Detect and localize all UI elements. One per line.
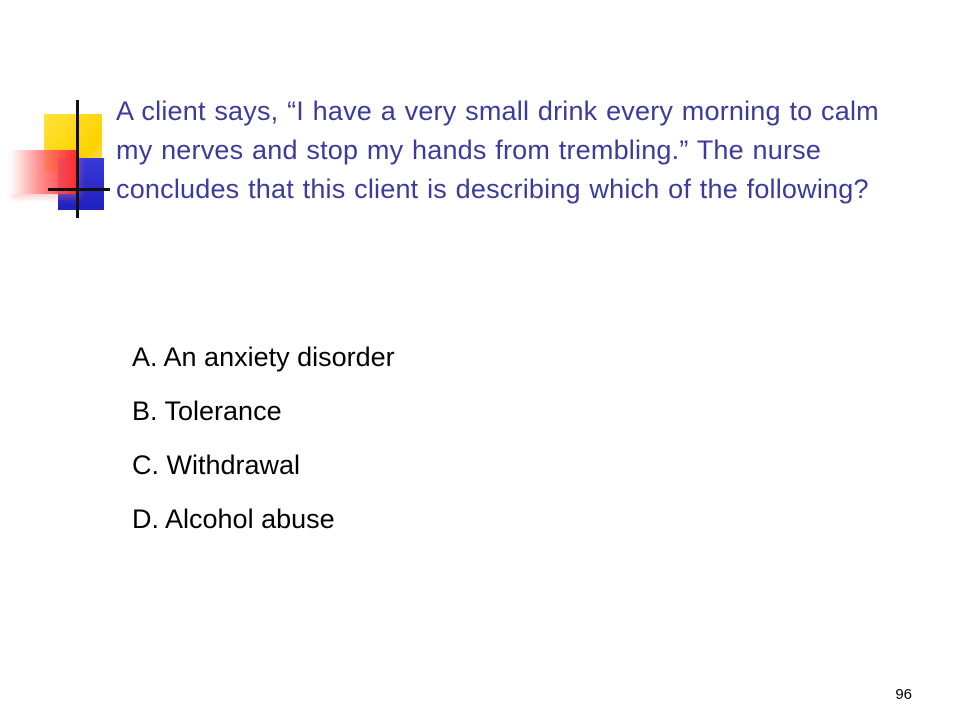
option-d: D. Alcohol abuse (132, 504, 335, 534)
ornament-horizontal-line (48, 188, 110, 191)
bullet-ornament-icon (10, 100, 110, 220)
option-c: C. Withdrawal (132, 450, 301, 480)
slide-number: 96 (895, 686, 912, 703)
option-b: B. Tolerance (132, 396, 282, 426)
ornament-vertical-line (76, 100, 79, 218)
answer-options (132, 330, 395, 546)
option-a: A. An anxiety disorder (132, 342, 395, 372)
question-text: A client says, “I have a very small drink every morning to calm my nerves and stop my hands from trembling.” The nurse concludes that this client is describing which of the following? (116, 96, 879, 204)
